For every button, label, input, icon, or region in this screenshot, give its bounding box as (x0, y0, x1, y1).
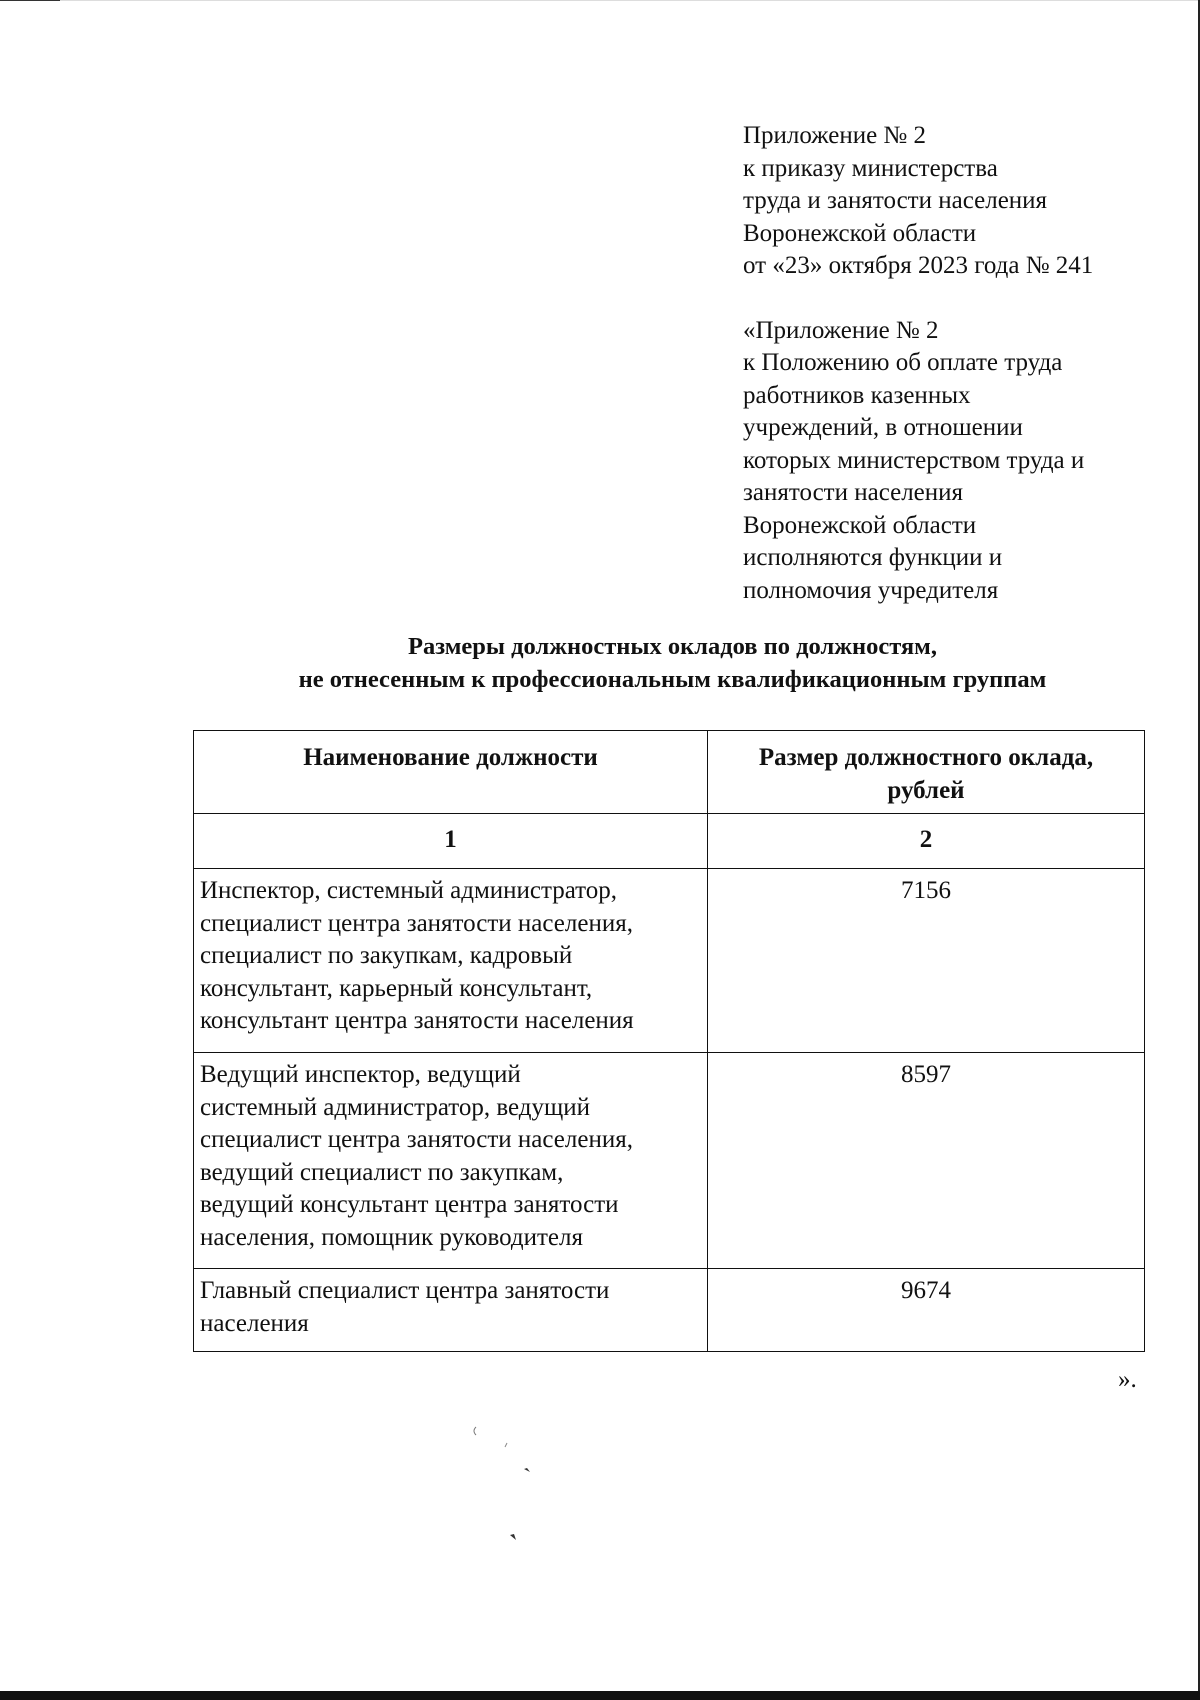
table-column-numbers-row (194, 814, 1145, 869)
scan-edge-top-mark (0, 0, 60, 1)
position-line: ведущий специалист по закупкам, (200, 1158, 564, 1186)
title-line-1: Размеры должностных окладов по должностям, (408, 633, 937, 660)
scan-specks (470, 1425, 550, 1545)
column-number: 1 (194, 814, 708, 869)
approval-order-date: от «23» октября 2023 года № 241 (743, 252, 1094, 279)
column-number: 2 (708, 814, 1145, 869)
approval-block (743, 120, 1163, 607)
position-line: населения (200, 1309, 309, 1337)
position-line: системный администратор, ведущий (200, 1093, 591, 1121)
position-line: Главный специалист центра занятости (200, 1277, 610, 1304)
position-name-cell (194, 869, 708, 1053)
document-title (190, 630, 1155, 696)
position-line: консультант центра занятости населения (200, 1007, 634, 1034)
regulation-line: «Приложение № 2 (743, 316, 939, 344)
table-header-row (194, 731, 1145, 814)
position-line: консультант, карьерный консультант, (200, 974, 593, 1002)
scan-speck (510, 1534, 516, 1540)
regulation-line: исполняются функции и (743, 544, 1003, 571)
scan-speck (524, 1468, 530, 1472)
regulation-line: к Положению об оплате труда (743, 349, 1063, 376)
regulation-line: Воронежской области (743, 511, 977, 539)
position-line: Инспектор, системный администратор, (200, 877, 618, 904)
position-line: специалист по закупкам, кадровый (200, 942, 573, 969)
approval-line: труда и занятости населения (743, 187, 1048, 214)
salary-amount-cell: 7156 (708, 869, 1145, 1053)
scan-speck (505, 1443, 507, 1447)
regulation-line: работников казенных (743, 381, 971, 409)
table-row (194, 869, 1145, 1053)
salary-amount-cell: 8597 (708, 1053, 1145, 1269)
approval-line: Воронежской области (743, 219, 977, 247)
header-position-name: Наименование должности (194, 731, 708, 814)
approval-line: Приложение № 2 (743, 122, 927, 149)
closing-quote-mark: ». (1118, 1366, 1137, 1393)
scan-speck (474, 1427, 476, 1435)
header-salary-line-2: рублей (887, 776, 965, 804)
scan-edge-top (0, 0, 1200, 1)
position-name-cell (194, 1269, 708, 1352)
position-line: Ведущий инспектор, ведущий (200, 1061, 521, 1088)
salary-table (193, 730, 1145, 1352)
scan-edge-bottom (0, 1691, 1200, 1700)
approval-spacer (743, 283, 1163, 315)
regulation-line: занятости населения (743, 479, 964, 506)
title-line-2: не отнесенным к профессиональным квалификационным группам (298, 666, 1047, 693)
approval-line: к приказу министерства (743, 154, 998, 182)
position-line: ведущий консультант центра занятости (200, 1191, 619, 1218)
salary-amount-cell: 9674 (708, 1269, 1145, 1352)
header-salary-amount (708, 731, 1145, 814)
header-salary-line-1: Размер должностного оклада, (758, 744, 1094, 771)
regulation-line: учреждений, в отношении (743, 414, 1023, 441)
position-name-cell (194, 1053, 708, 1269)
position-line: специалист центра занятости населения, (200, 1126, 633, 1153)
table-row (194, 1269, 1145, 1352)
table-row (194, 1053, 1145, 1269)
regulation-line: полномочия учредителя (743, 576, 999, 604)
position-line: населения, помощник руководителя (200, 1223, 583, 1251)
regulation-line: которых министерством труда и (743, 446, 1085, 474)
position-line: специалист центра занятости населения, (200, 909, 633, 937)
